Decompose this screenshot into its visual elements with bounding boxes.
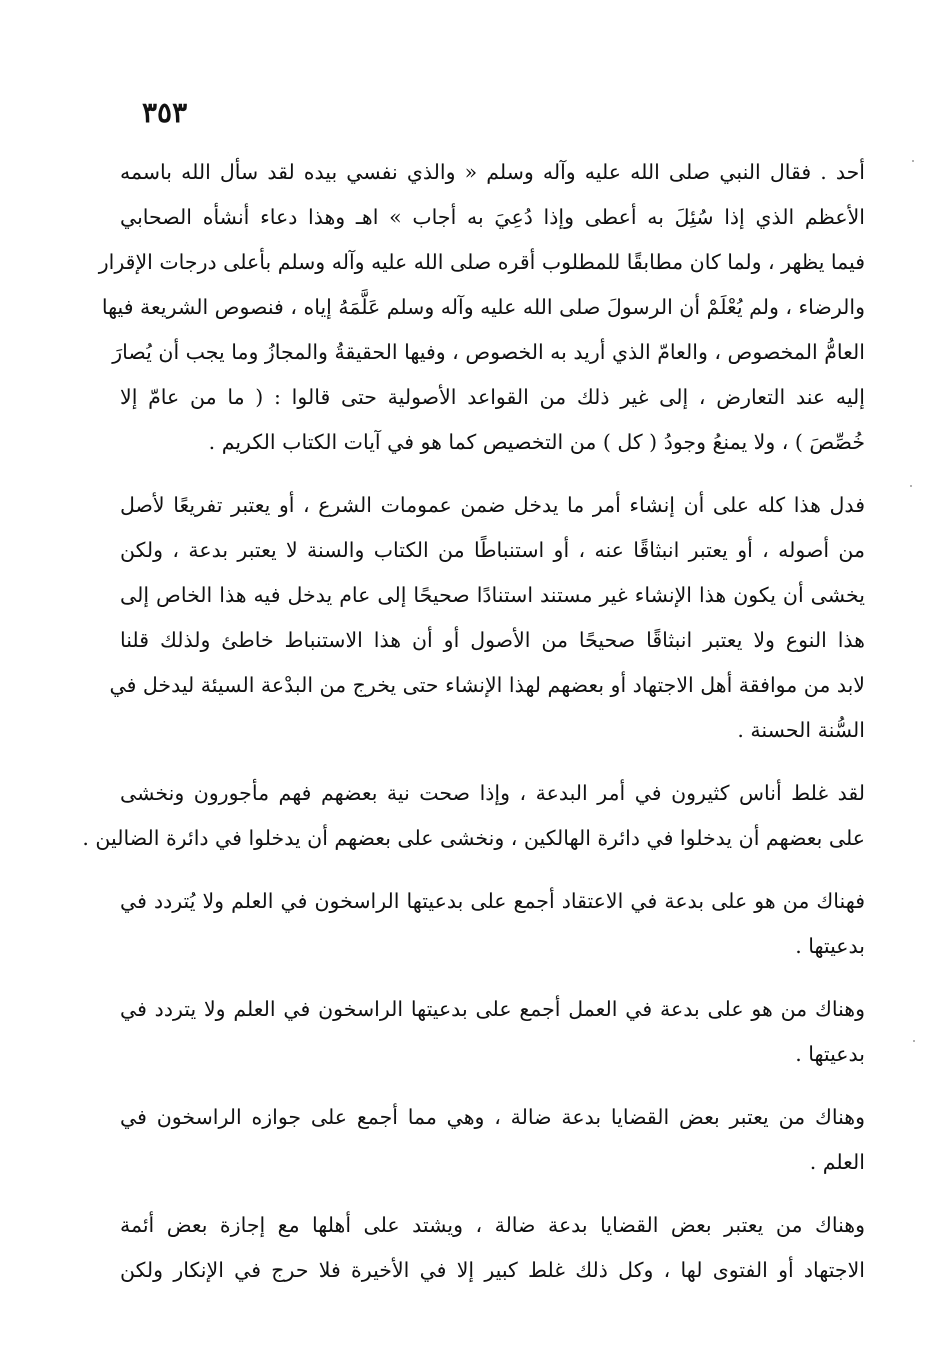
page-body xyxy=(82,150,865,1293)
text-line: من أصوله ، أو يعتبر انبثاقًا عنه ، أو استنباطًا من الكتاب والسنة لا يعتبر بدعة ، ولكن xyxy=(120,538,865,562)
paragraph-belief-innovation xyxy=(120,879,865,969)
text-line: بدعيتها . xyxy=(795,934,865,958)
text-line: العامُّ المخصوص ، والعامّ الذي أريد به الخصوص ، وفيها الحقيقةُ والمجازُ وما يجب أن يُصارَ xyxy=(112,340,865,364)
text-line: فدل هذا كله على أن إنشاء أمر ما يدخل ضمن عمومات الشرع ، أو يعتبر تفريعًا لأصل xyxy=(120,493,865,517)
paragraph-disputed-issues xyxy=(120,1203,865,1293)
text-line: خُصِّصَ ) ، ولا يمنعُ وجودُ ( كل ) من التخصيص كما هو في آيات الكتاب الكريم . xyxy=(208,430,865,454)
paragraph-conclusion xyxy=(109,483,865,753)
text-line: وهناك من يعتبر بعض القضايا بدعة ضالة ، ويشتد على أهلها مع إجازة بعض أئمة xyxy=(120,1213,865,1237)
scan-speck xyxy=(912,160,914,162)
paragraph-hadith-intro xyxy=(98,150,865,465)
text-line: لابد من موافقة أهل الاجتهاد أو بعضهم لهذا الإنشاء حتى يخرج من البدْعة السيئة ليدخل في xyxy=(109,673,865,697)
text-line: فيما يظهر ، ولما كان مطابقًا للمطلوب أقره صلى الله عليه وآله وسلم بأعلى درجات الإقرار xyxy=(98,250,865,274)
text-line: إليه عند التعارض ، إلى غير ذلك من القواعد الأصولية حتى قالوا : ( ما من عامّ إلا xyxy=(120,385,865,409)
scan-speck xyxy=(913,1040,915,1042)
scan-speck xyxy=(910,485,912,487)
page-number: ٣٥٣ xyxy=(142,96,188,129)
paragraph-practice-innovation xyxy=(120,987,865,1077)
text-line: العلم . xyxy=(809,1150,865,1174)
text-line: بدعيتها . xyxy=(795,1042,865,1066)
text-line: الاجتهاد أو الفتوى لها ، وكل ذلك غلط كبير إلا في الأخيرة فلا حرج في الإنكار ولكن xyxy=(120,1258,865,1282)
paragraph-mistake xyxy=(82,771,865,861)
text-line: أحد . فقال النبي صلى الله عليه وآله وسلم « والذي نفسي بيده لقد سأل الله باسمه xyxy=(120,160,865,184)
text-line: على بعضهم أن يدخلوا في دائرة الهالكين ، ونخشى على بعضهم أن يدخلوا في دائرة الضالين . xyxy=(82,826,865,850)
text-line: فهناك من هو على بدعة في الاعتقاد أجمع على بدعيتها الراسخون في العلم ولا يُتردد في xyxy=(120,889,865,913)
text-line: والرضاء ، ولم يُعْلَمْ أن الرسولَ صلى الله عليه وآله وسلم عَلَّمَهُ إياه ، فنصوص الشريعة فيها xyxy=(101,295,865,319)
text-line: الأعظم الذي إذا سُئِلَ به أعطى وإذا دُعِيَ به أجاب » اهـ وهذا دعاء أنشأه الصحابي xyxy=(120,205,865,229)
text-line: وهناك من يعتبر بعض القضايا بدعة ضالة ، وهي مما أجمع على جوازه الراسخون في xyxy=(120,1105,865,1129)
text-line: السُّنة الحسنة . xyxy=(737,718,865,742)
paragraph-misjudged-issues xyxy=(120,1095,865,1185)
text-line: وهناك من هو على بدعة في العمل أجمع على بدعيتها الراسخون في العلم ولا يتردد في xyxy=(120,997,865,1021)
text-line: هذا النوع ولا يعتبر انبثاقًا صحيحًا من الأصول أو أن هذا الاستنباط خاطئ ولذلك قلنا xyxy=(120,628,865,652)
text-line: يخشى أن يكون هذا الإنشاء غير مستند استنادًا صحيحًا إلى عام يدخل فيه هذا الخاص إلى xyxy=(120,583,865,607)
text-line: لقد غلط أناس كثيرون في أمر البدعة ، وإذا صحت نية بعضهم فهم مأجورون ونخشى xyxy=(120,781,865,805)
